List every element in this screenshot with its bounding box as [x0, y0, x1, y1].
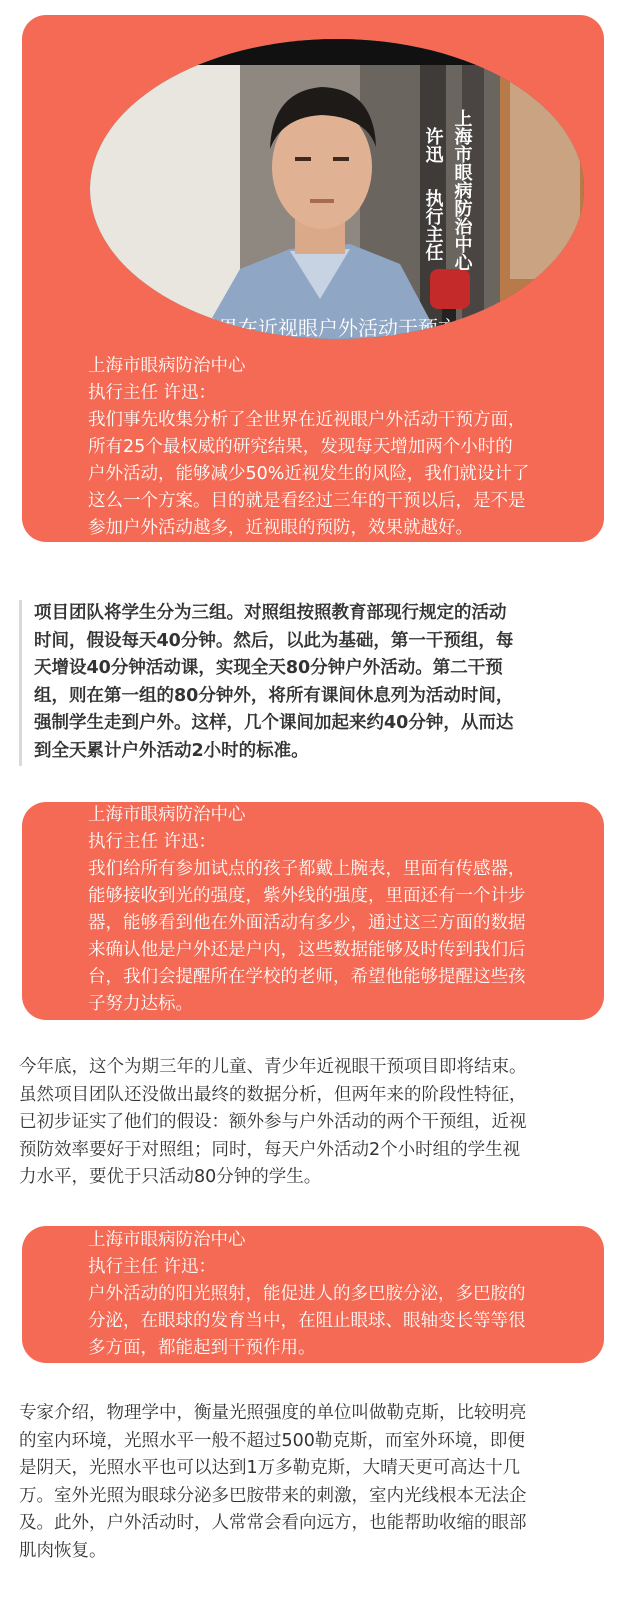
paragraph-line: 及。此外，户外活动时，人常常会看向远方，也能帮助收缩的眼部: [19, 1513, 527, 1534]
quote-card-2: [22, 802, 604, 1020]
paragraph-line: 万。室外光照为眼球分泌多巴胺带来的刺激，室内光线根本无法企: [19, 1485, 527, 1506]
quote-line: 子努力达标。: [88, 994, 193, 1014]
paragraph-line: 项目团队将学生分为三组。对照组按照教育部现行规定的活动: [34, 603, 507, 623]
speaker-org: 上海市眼病防治中心: [88, 805, 246, 825]
quote-card-3-text: [88, 1227, 594, 1362]
quote-line: 我们事先收集分析了全世界在近视眼户外活动干预方面，: [88, 410, 526, 430]
paragraph-line: 强制学生走到户外。这样，几个课间加起来约40分钟，从而达: [34, 713, 514, 734]
quote-line: 这么一个方案。目的就是看经过三年的干预以后，是不是: [88, 491, 526, 511]
paragraph-line: 预防效率要好于对照组；同时，每天户外活动2个小时组的学生视: [19, 1139, 521, 1160]
quote-line: 户外活动的阳光照射，能促进人的多巴胺分泌，多巴胺的: [88, 1284, 526, 1304]
quote-line: 我们给所有参加试点的孩子都戴上腕表，里面有传感器，: [88, 859, 526, 879]
speaker-org: 上海市眼病防治中心: [88, 1230, 246, 1250]
quote-line: 所有25个最权威的研究结果，发现每天增加两个小时的: [88, 437, 513, 457]
quote-line: 分泌，在眼球的发育当中，在阻止眼球、眼轴变长等等很: [88, 1311, 526, 1331]
quote-line: 来确认他是户外还是户内，这些数据能够及时传到我们后: [88, 940, 526, 960]
quote-card-1: [22, 15, 604, 542]
interview-photo: [90, 39, 584, 339]
project-result-paragraph: [19, 1054, 623, 1192]
paragraph-line: 虽然项目团队还没做出最终的数据分析，但两年来的阶段性特征，: [19, 1084, 527, 1105]
photo-subtitle: 世界在近视眼户外活动干预方: [198, 316, 458, 339]
paragraph-line: 到全天累计户外活动2小时的标准。: [34, 740, 309, 761]
speaker-org: 上海市眼病防治中心: [88, 356, 246, 376]
quote-card-2-text: [88, 802, 594, 1018]
paragraph-line: 已初步证实了他们的假设：额外参与户外活动的两个干预组，近视: [19, 1112, 527, 1133]
quote-card-1-text: [88, 353, 594, 542]
paragraph-line: 的室内环境，光照水平一般不超过500勒克斯，而室外环境，即便: [19, 1430, 525, 1451]
quote-line: 参加户外活动越多，近视眼的预防，效果就越好。: [88, 518, 473, 538]
photo-caption-org: 上海市眼病防治中心: [451, 109, 473, 271]
quote-line: 户外活动，能够减少50%近视发生的风险，我们就设计了: [88, 464, 530, 484]
speaker-role: 执行主任 许迅：: [88, 383, 217, 403]
paragraph-line: 肌肉恢复。: [19, 1540, 107, 1561]
quote-line: 能够接收到光的强度，紫外线的强度，里面还有一个计步: [88, 886, 526, 906]
paragraph-line: 时间，假设每天40分钟。然后，以此为基础，第一干预组，每: [34, 630, 514, 651]
quote-line: 多方面，都能起到干预作用。: [88, 1338, 316, 1358]
paragraph-line: 组，则在第一组的80分钟外，将所有课间休息列为活动时间，: [34, 685, 514, 706]
interview-photo-illustration: [90, 39, 584, 339]
paragraph-line: 今年底，这个为期三年的儿童、青少年近视眼干预项目即将结束。: [19, 1057, 527, 1077]
speaker-role: 执行主任 许迅：: [88, 832, 217, 852]
expert-light-paragraph: [19, 1400, 623, 1566]
paragraph-line: 力水平，要优于只活动80分钟的学生。: [19, 1167, 322, 1188]
quote-card-3: [22, 1226, 604, 1363]
speaker-role: 执行主任 许迅：: [88, 1257, 217, 1277]
quote-line: 器，能够看到他在外面活动有多少，通过这三方面的数据: [88, 913, 526, 933]
paragraph-line: 专家介绍，物理学中，衡量光照强度的单位叫做勒克斯，比较明亮: [19, 1403, 527, 1423]
paragraph-line: 天增设40分钟活动课，实现全天80分钟户外活动。第二干预: [34, 658, 503, 679]
quote-line: 台，我们会提醒所在学校的老师，希望他能够提醒这些孩: [88, 967, 526, 987]
paragraph-line: 是阴天，光照水平也可以达到1万多勒克斯，大晴天更可高达十几: [19, 1458, 521, 1479]
project-groups-paragraph: [19, 600, 619, 766]
photo-caption-title: 执行主任: [422, 189, 444, 261]
photo-caption-name: 许迅: [422, 127, 444, 163]
